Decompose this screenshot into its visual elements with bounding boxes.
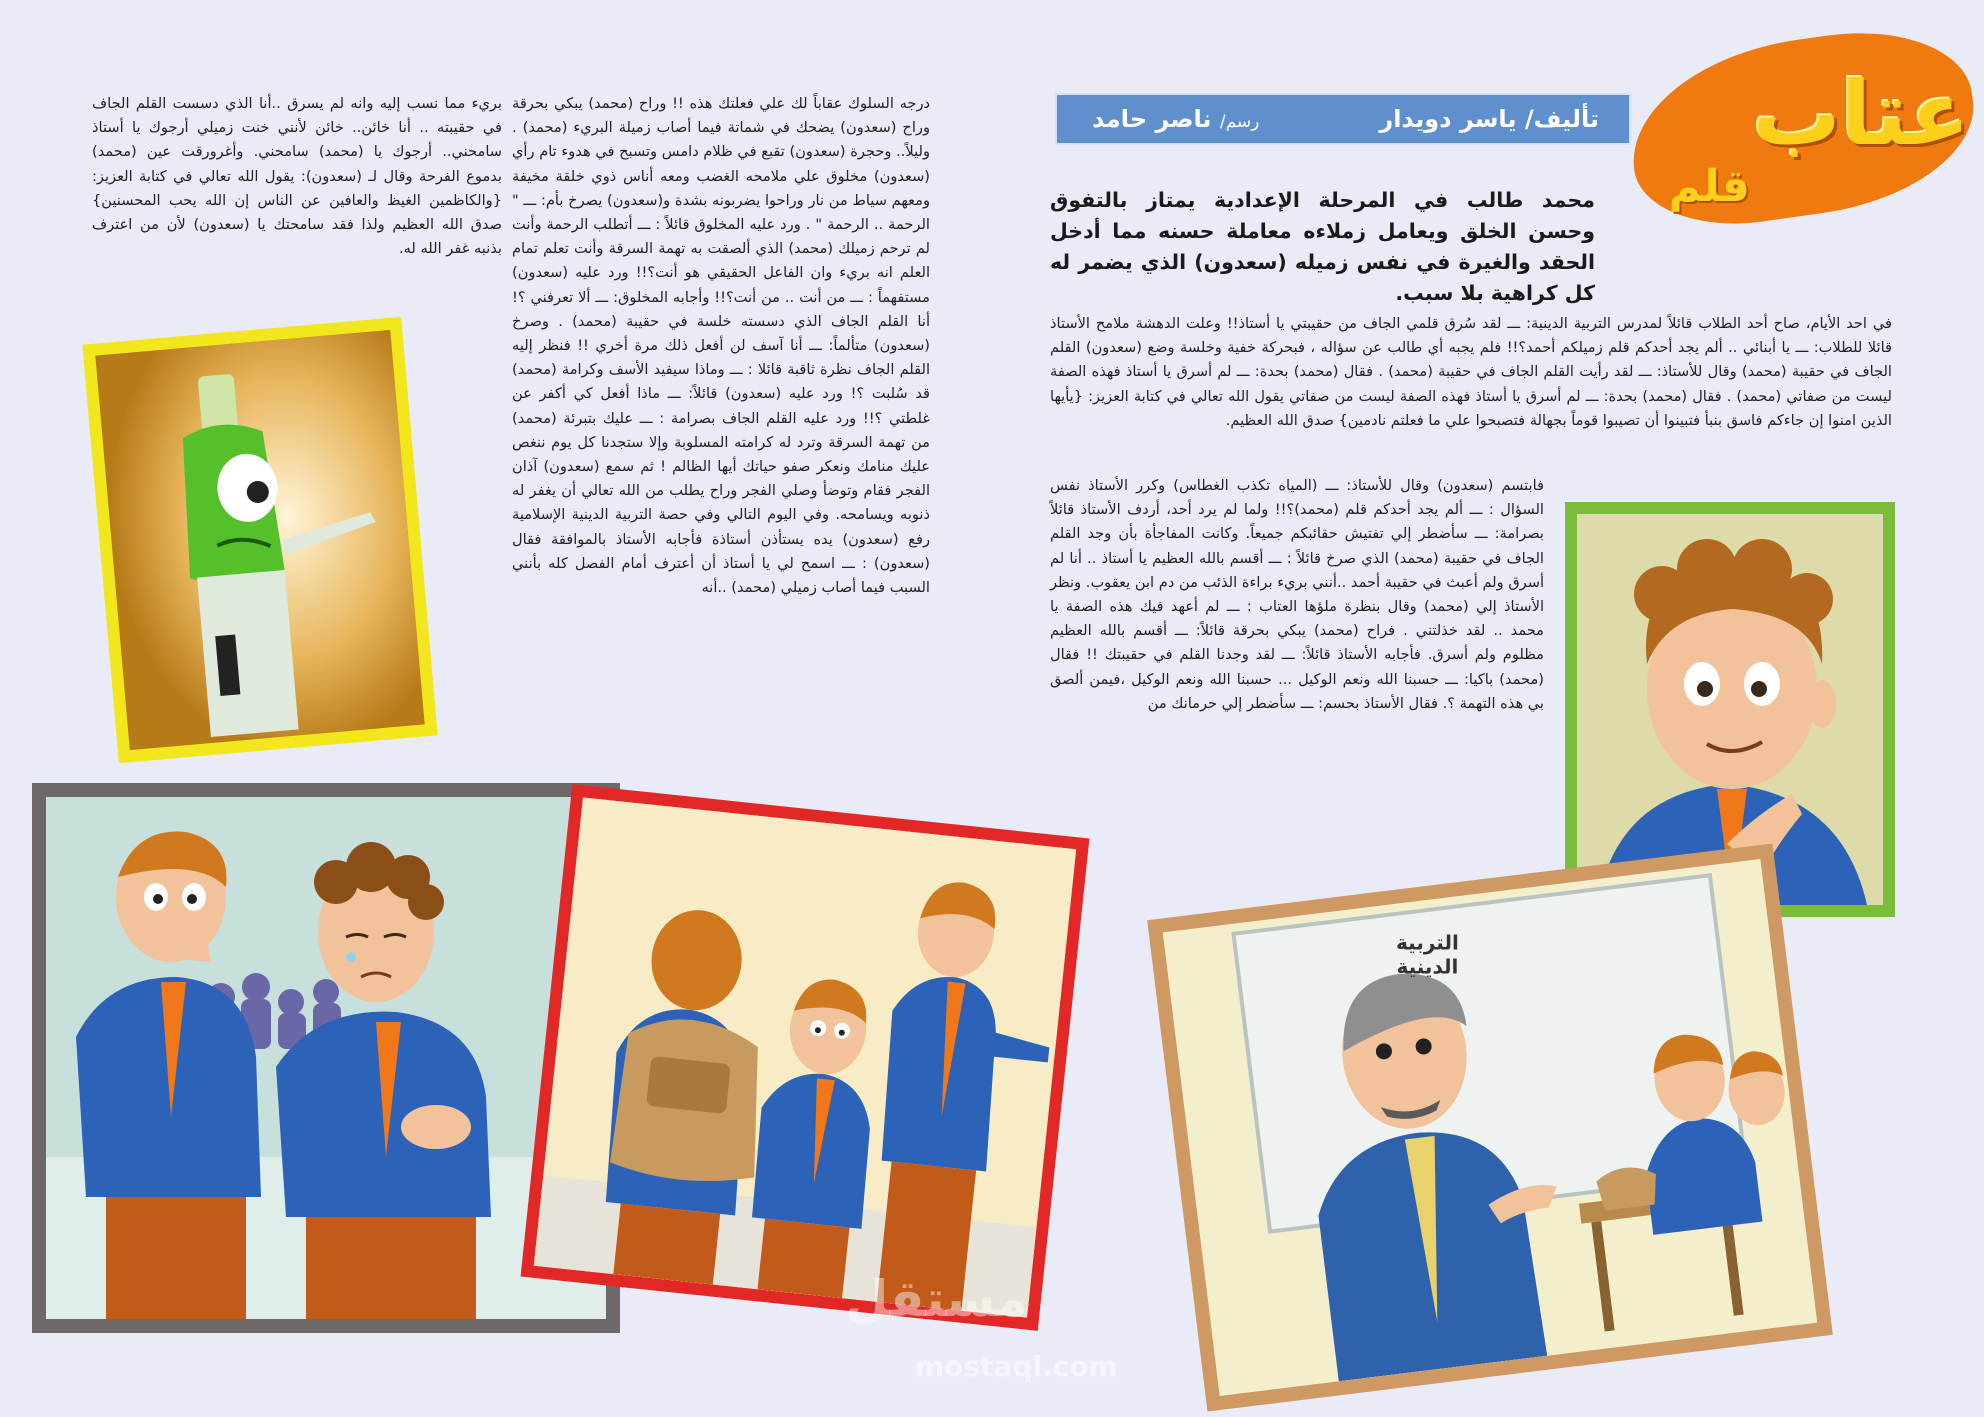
author-credit	[1379, 105, 1599, 133]
illustration-teacher-scene	[1147, 843, 1833, 1411]
illustrator-credit	[1092, 105, 1259, 133]
pen-creature-drawing	[95, 330, 424, 750]
illustration-backpack-scene	[521, 784, 1090, 1331]
watermark: mostaql.com	[915, 1350, 1118, 1383]
story-column-left: بريء مما نسب إليه وانه لم يسرق ..أنا الذي دسست القلم الجاف في حقيبته .. أنا خائن.. خائن لأنني خنت زميلي أرجوك يا أستاذ سامحني.. أرجوك يا (محمد) سامحني. وأغرورقت عين (محمد) بدموع الفرحة وقال لـ (سعدون): يقول الله تعالي في كتابة العزيز: {والكاظمين الغيظ والعافين عن الناس إن الله يحب المحسنين}صدق الله العظيم ولذا فقد سامحتك يا (سعدون) لأن من اعترف بذنبه غفر الله له.	[92, 95, 502, 258]
credits-box	[1055, 93, 1631, 145]
author-name: ياسر دويدار	[1379, 105, 1517, 133]
illustrator-name: ناصر حامد	[1092, 105, 1212, 133]
story-column-middle: درجه السلوك عقاباً لك علي فعلتك هذه !! وراح (محمد) يبكي بحرقة وراح (سعدون) يضحك في شماتة فيما أصاب زميلة البريء (محمد) . وليلاً.. وحجرة (سعدون) تقبع في ظلام دامس وتسبح في هدوء تام رأي (سعدون) مخلوق علي ملامحه الغضب ومعه أناس ذوي خلقة مخيفة ومعهم سياط من نار وراحوا يضربونه بشدة و(سعدون) يصرخ بأم: ـــ " الرحمة .. الرحمة " . ورد عليه المخلوق قائلاً : ـــ أتطلب الرحمة وأنت لم ترحم زميلك (محمد) الذي ألصقت به تهمة السرقة وأنت تعلم تمام العلم انه بريء وان الفاعل الحقيقي هو أنت؟!! ورد عليه (سعدون) مستفهماً : ـــ من أنت .. من أنت؟!! وأجابه المخلوق: ـــ ألا تعرفني ؟! أنا القلم الجاف الذي دسسته خلسة في حقيبة (محمد) . وصرخ (سعدون) متألماً: ـــ أنا آسف لن أفعل ذلك مرة أخري !! فنظر إليه القلم الجاف نظرة ثاقبة قائلا : ـــ وماذا سيفيد الأسف وكرامة (محمد) قد سُلبت ؟! ورد عليه (سعدون) قائلاً: ـــ ماذا أفعل كي أكفر عن غلطتي ؟!! ورد عليه القلم الجاف بصرامة : ـــ عليك بتبرئة (محمد) من تهمة السرقة وترد له كرامته المسلوبة وإلا ستجدنا كل يوم ننغص عليك منامك ونعكر صفو حياتك أيها الظالم ! ثم سمع (سعدون) آذان الفجر فقام وتوضأ وصلي الفجر وراح يطلب من الله تعالي أن يغفر له ذنوبه ويسامحه. وفي اليوم التالي وفي حصة التربية الدينية الإسلامية رفع (سعدون) يده يستأذن أستاذة فأجابه الأستاذ بالموافقة فقال (سعدون) : ـــ اسمح لي يا أستاذ أن أعترف أمام الفصل كله بأنني السبب فيما أصاب زميلي (محمد) ..أنه	[512, 95, 930, 597]
illustrator-label: رسم/	[1219, 112, 1260, 132]
story-paragraph-1: في احد الأيام، صاح أحد الطلاب قائلاً لمدرس التربية الدينية: ـــ لقد سُرق قلمي الجاف من حقيبتي يا أستاذ!! وعلت الدهشة ملامح الأستاذ قائلا للطلاب: ـــ يا أبنائي .. ألم يجد أحدكم قلم زميلكم أحمد؟!! فلم يجبه أي طالب عن سؤاله ، فبحركة خفية وخلسة وضع (سعدون) القلم الجاف في حقيبة (محمد) وقال للأستاذ: ـــ لقد رأيت القلم الجاف في حقيبة (محمد) . فقال (محمد) بحدة: ـــ لم أسرق يا أستاذ فهذه الصفة ليست من صفاتي (محمد) . فقال (محمد) بحدة: ـــ لم أسرق يا أستاذ فهذه الصفة ليست من صفاتي يقول الله تعالي في كتابة العزيز: {يأيها الذين امنوا إن جاءكم فاسق بنبأ فتبينوا أن تصيبوا قوماً بجهالة فتصبحوا علي ما فعلتم نادمين} صدق الله العظيم.	[1050, 315, 1892, 429]
story-subtitle: قلم	[1668, 161, 1750, 212]
story-paragraph-2: فابتسم (سعدون) وقال للأستاذ: ـــ (المياه تكذب الغطاس) وكرر الأستاذ نفس السؤال : ـــ ألم يجد أحدكم قلم (محمد)؟!! ولما لم يرد أحد، أردف الأستاذ قائلاً بصرامة: ـــ سأضطر إلي تفتيش حقائبكم جميعاً. وكانت المفاجأة بأن وجد القلم الجاف في حقيبة (محمد) الذي صرخ قائلاً : ـــ أقسم بالله العظيم يا أستاذ .. أنا لم أسرق ولم أعبث في حقيبة أحمد ..أنني بريء براءة الذئب من دم ابن يعقوب. ونظر الأستاذ إلي (محمد) وقال بنظرة ملؤها العتاب : ـــ لم أعهد فيك هذه الصفة يا محمد .. لقد خذلتني . فراح (محمد) يبكي بحرقة قائلاً: ـــ أقسم بالله العظيم مظلوم ولم أسرق. فأجابه الأستاذ قائلاً: ـــ لقد وجدنا القلم في حقيبتك !! فقال (محمد) باكيا: ـــ حسبنا الله ونعم الوكيل ... حسبنا الله ونعم الوكيل ،فيمن ألصق بي هذه التهمة ؟. فقال الأستاذ بحسم: ـــ سأضطر إلي حرمانك من	[1050, 477, 1544, 712]
illustration-pen-creature	[82, 317, 437, 763]
story-intro: محمد طالب في المرحلة الإعدادية يمتاز بالتفوق وحسن الخلق ويعامل زملاءه معاملة حسنه مما أدخل الحقد والغيرة في نفس زميله (سعدون) الذي يضمر له كل كراهية بلا سبب.	[1050, 188, 1595, 305]
teacher-scene-drawing	[1163, 859, 1817, 1396]
hallway-scene-drawing	[46, 797, 606, 1319]
boy-portrait-drawing	[1577, 514, 1883, 905]
story-title: عتاب	[1752, 62, 1970, 165]
backpack-scene-drawing	[534, 797, 1077, 1317]
author-label: تأليف/	[1524, 105, 1599, 133]
board-label: التربية الدينية	[1396, 930, 1459, 979]
watermark-arabic: مستقل	[845, 1270, 1028, 1328]
